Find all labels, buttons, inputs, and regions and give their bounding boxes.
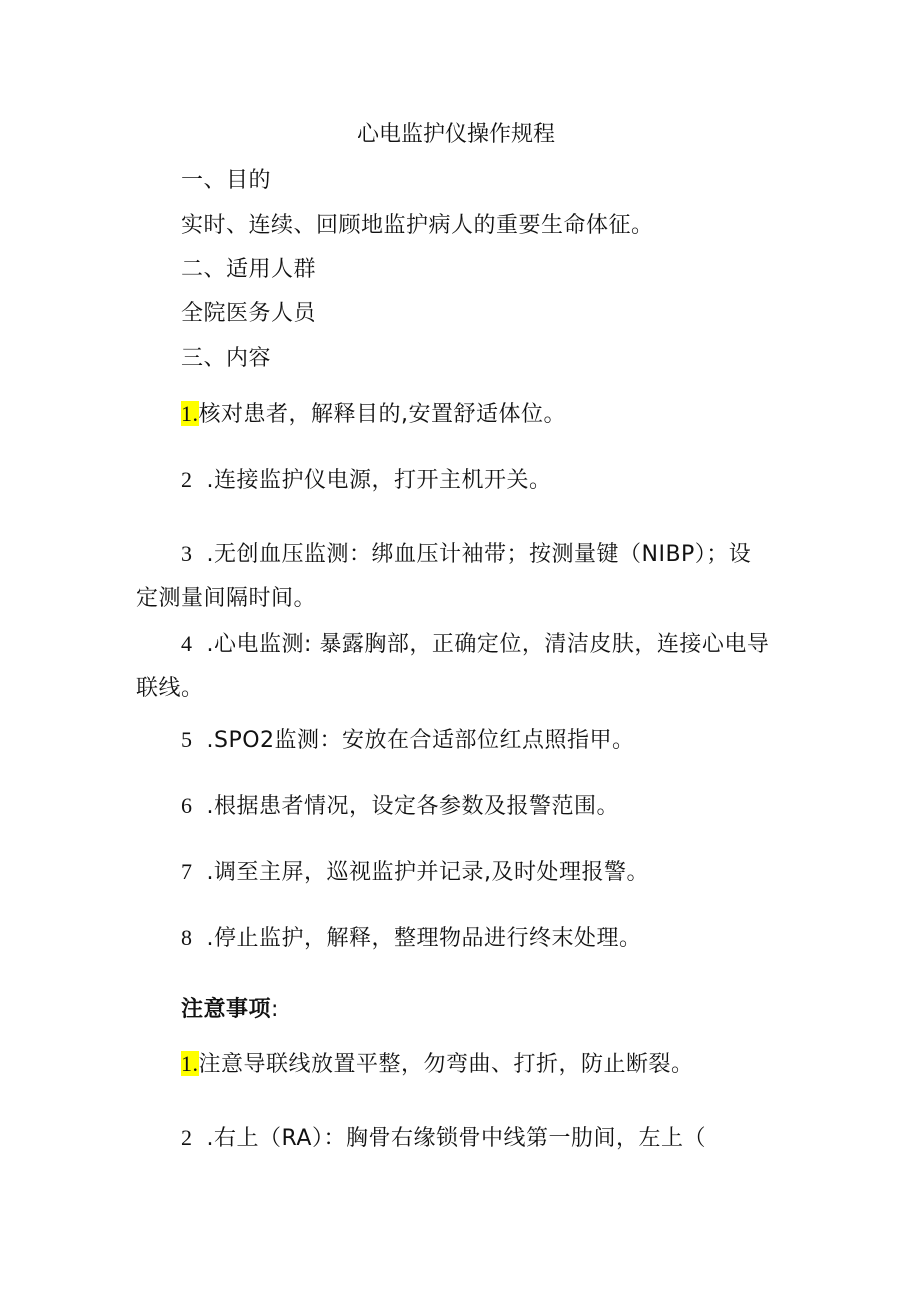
step-number: 1. <box>181 401 199 426</box>
step-item <box>181 540 751 569</box>
step-number: 8 <box>181 925 193 950</box>
step-number: 6 <box>181 793 193 818</box>
section-text-purpose: 实时、连续、回顾地监护病人的重要生命体征。 <box>181 213 654 238</box>
step-item <box>181 792 619 821</box>
step-text-continuation: 联线。 <box>136 676 204 701</box>
section-text-audience: 全院医务人员 <box>181 301 317 326</box>
note-item <box>181 1124 706 1153</box>
step-number: 7 <box>181 859 193 884</box>
step-text: .调至主屏，巡视监护并记录,及时处理报警。 <box>206 860 649 885</box>
step-item <box>181 858 649 887</box>
step-number: 3 <box>181 541 193 566</box>
step-number: 5 <box>181 727 193 752</box>
step-text: .SPO2监测：安放在合适部位红点照指甲。 <box>206 728 635 753</box>
note-text: 注意导联线放置平整，勿弯曲、打折，防止断裂。 <box>198 1052 694 1077</box>
note-text: .右上（RA）：胸骨右缘锁骨中线第一肋间，左上（ <box>206 1126 706 1151</box>
step-text: .心电监测: 暴露胸部，正确定位，清洁皮肤，连接心电导 <box>206 632 770 657</box>
step-text: 核对患者，解释目的,安置舒适体位。 <box>198 402 566 427</box>
notes-heading-colon: : <box>271 997 279 1022</box>
section-heading-audience: 二、适用人群 <box>181 257 317 282</box>
notes-heading <box>181 996 279 1024</box>
step-text: .连接监护仪电源，打开主机开关。 <box>206 468 552 493</box>
note-number: 2 <box>181 1125 193 1150</box>
notes-heading-label: 注意事项 <box>181 997 272 1022</box>
step-number: 4 <box>181 631 193 656</box>
note-item <box>181 1050 694 1079</box>
step-number: 2 <box>181 467 193 492</box>
step-text-continuation: 定测量间隔时间。 <box>136 586 317 611</box>
step-item <box>181 466 552 495</box>
page-title: 心电监护仪操作规程 <box>357 122 556 147</box>
step-item <box>181 726 635 755</box>
step-text: .停止监护，解释，整理物品进行终末处理。 <box>206 926 642 951</box>
section-heading-content: 三、内容 <box>181 346 272 371</box>
note-number: 1. <box>181 1051 199 1076</box>
step-text: .无创血压监测：绑血压计袖带；按测量键（NIBP）；设 <box>206 542 752 567</box>
step-item <box>181 630 769 659</box>
step-item <box>181 924 642 953</box>
step-text: .根据患者情况，设定各参数及报警范围。 <box>206 794 619 819</box>
step-item <box>181 400 566 429</box>
section-heading-purpose: 一、目的 <box>181 168 272 193</box>
